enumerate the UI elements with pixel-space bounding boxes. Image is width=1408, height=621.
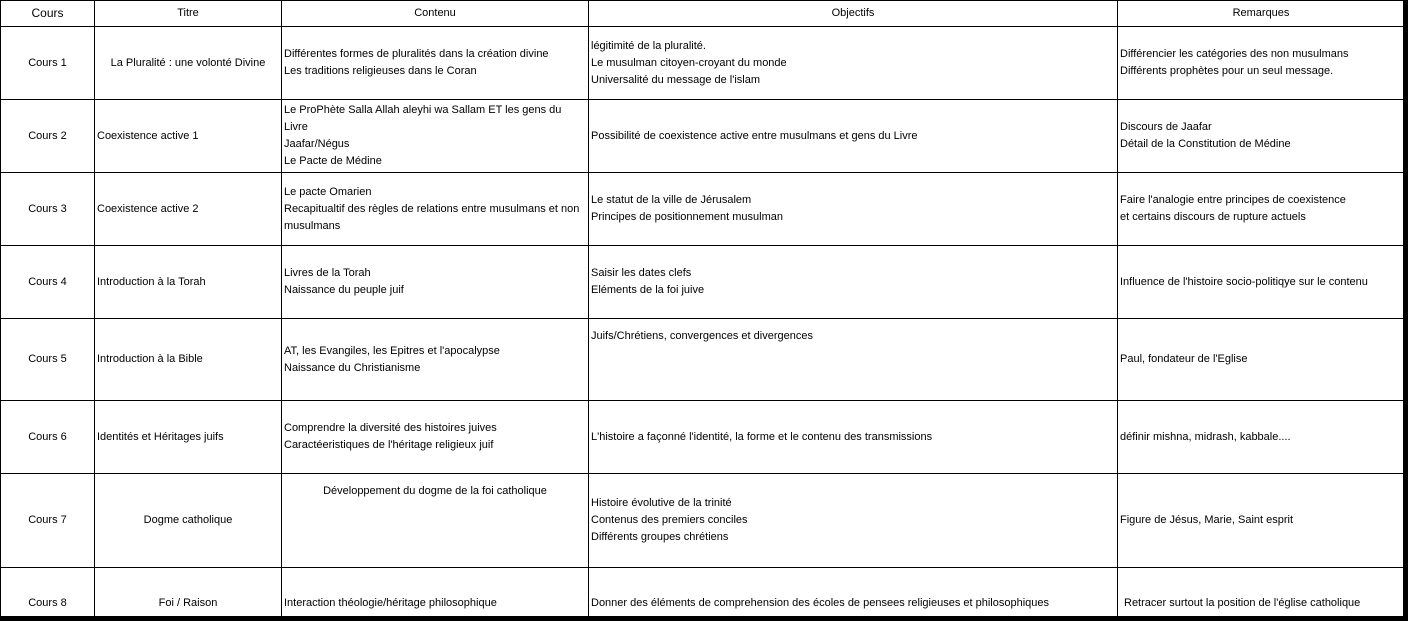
cell-line: AT, les Evangiles, les Epitres et l'apocalypse: [284, 344, 500, 357]
cell-line: Caractéeristiques de l'héritage religieux juif: [284, 439, 494, 451]
cell-objectifs[interactable]: [589, 568, 1118, 617]
cell-line: Discours de Jaafar: [1120, 121, 1212, 133]
cell-line: Naissance du Christianisme: [284, 361, 421, 374]
cell-line: Différents groupes chrétiens: [591, 531, 729, 543]
cell-line: Retracer surtout la position de l'église catholique: [1124, 596, 1361, 609]
cell-line: Les traditions religieuses dans le Coran: [284, 65, 477, 77]
cell-cours[interactable]: Cours 4: [1, 246, 95, 319]
cell-cours[interactable]: Cours 8: [1, 568, 95, 617]
cell-contenu[interactable]: [282, 27, 589, 100]
cell-titre[interactable]: Foi / Raison: [95, 568, 282, 617]
cell-cours[interactable]: Cours 1: [1, 27, 95, 100]
cell-remarques[interactable]: [1118, 568, 1404, 617]
cell-line: Figure de Jésus, Marie, Saint esprit: [1120, 514, 1294, 526]
cell-line: Influence de l'histoire socio-politiqye sur le contenu: [1120, 275, 1368, 288]
cell-titre[interactable]: Identités et Héritages juifs: [95, 401, 282, 474]
cell-line: Le statut de la ville de Jérusalem: [591, 194, 752, 206]
cell-contenu[interactable]: [282, 568, 589, 617]
cell-line: Différents prophètes pour un seul message.: [1120, 65, 1334, 77]
cell-objectifs[interactable]: [589, 246, 1118, 319]
cell-line: Comprendre la diversité des histoires juives: [284, 422, 497, 434]
cell-remarques[interactable]: [1118, 27, 1404, 100]
cell-line: Différentes formes de pluralités dans la création divine: [284, 48, 549, 60]
header-cell-titre[interactable]: Titre: [95, 1, 282, 27]
cell-contenu[interactable]: [282, 474, 589, 568]
cell-line: Interaction théologie/héritage philosophique: [284, 596, 497, 609]
cell-cours[interactable]: Cours 5: [1, 319, 95, 401]
cell-cours[interactable]: Cours 7: [1, 474, 95, 568]
cell-remarques[interactable]: [1118, 319, 1404, 401]
cell-objectifs[interactable]: [589, 319, 1118, 401]
cell-line: Le ProPhète Salla Allah aleyhi wa Sallam ET les gens du Livre: [284, 104, 562, 133]
cell-remarques[interactable]: [1118, 474, 1404, 568]
cell-contenu[interactable]: [282, 173, 589, 246]
table-row: [1, 319, 1404, 401]
cell-titre[interactable]: Dogme catholique: [95, 474, 282, 568]
header-cell-contenu[interactable]: Contenu: [282, 1, 589, 27]
cell-line: Livres de la Torah: [284, 267, 371, 279]
header-cell-cours[interactable]: Cours: [1, 1, 95, 27]
cell-objectifs[interactable]: [589, 401, 1118, 474]
cell-remarques[interactable]: [1118, 100, 1404, 173]
cell-objectifs[interactable]: [589, 173, 1118, 246]
cell-line: Faire l'analogie entre principes de coexistence: [1120, 194, 1346, 206]
cell-line: Eléments de la foi juive: [591, 284, 705, 296]
cell-cours[interactable]: Cours 6: [1, 401, 95, 474]
cell-line: Le pacte Omarien: [284, 185, 372, 198]
cell-line: Principes de positionnement musulman: [591, 211, 783, 223]
cell-titre[interactable]: Introduction à la Bible: [95, 319, 282, 401]
cell-line: L'histoire a façonné l'identité, la forme et le contenu des transmissions: [591, 430, 933, 443]
cell-line: Différencier les catégories des non musulmans: [1120, 48, 1349, 60]
cell-line: Détail de la Constitution de Médine: [1120, 138, 1291, 150]
cell-line: Donner des éléments de comprehension des écoles de pensees religieuses et philosophiques: [591, 596, 1050, 609]
cell-line: Contenus des premiers conciles: [591, 514, 748, 526]
table-row: [1, 173, 1404, 246]
cell-contenu[interactable]: [282, 246, 589, 319]
cell-titre[interactable]: Introduction à la Torah: [95, 246, 282, 319]
cell-titre[interactable]: La Pluralité : une volonté Divine: [95, 27, 282, 100]
table-row: [1, 100, 1404, 173]
cell-objectifs[interactable]: [589, 27, 1118, 100]
cell-line: Juifs/Chrétiens, convergences et divergences: [591, 330, 813, 342]
header-row: [1, 1, 1404, 27]
cell-contenu[interactable]: [282, 401, 589, 474]
cell-line: Naissance du peuple juif: [284, 284, 404, 296]
cell-line: Le musulman citoyen-croyant du monde: [591, 56, 787, 69]
cell-line: et certains discours de rupture actuels: [1120, 211, 1306, 223]
cell-titre[interactable]: Coexistence active 2: [95, 173, 282, 246]
header-cell-remarques[interactable]: Remarques: [1118, 1, 1404, 27]
cell-line: légitimité de la pluralité.: [591, 39, 706, 52]
table-row: [1, 401, 1404, 474]
table-row: [1, 246, 1404, 319]
cell-line: Jaafar/Négus: [284, 138, 350, 150]
cell-objectifs[interactable]: [589, 100, 1118, 173]
cell-remarques[interactable]: [1118, 173, 1404, 246]
cell-remarques[interactable]: [1118, 401, 1404, 474]
cell-line: définir mishna, midrash, kabbale....: [1120, 430, 1291, 443]
table-row: [1, 568, 1404, 617]
cell-line: Le Pacte de Médine: [284, 155, 382, 167]
table-row: [1, 474, 1404, 568]
cell-cours[interactable]: Cours 2: [1, 100, 95, 173]
cell-line: Recapitualtif des règles de relations entre musulmans et non musulmans: [284, 202, 580, 232]
cell-line: Paul, fondateur de l'Eglise: [1120, 353, 1248, 365]
cell-remarques[interactable]: [1118, 246, 1404, 319]
cell-titre[interactable]: Coexistence active 1: [95, 100, 282, 173]
cell-line: Universalité du message de l'islam: [591, 73, 761, 86]
cell-contenu[interactable]: [282, 100, 589, 173]
cell-line: Possibilité de coexistence active entre musulmans et gens du Livre: [591, 129, 918, 142]
cell-line: Histoire évolutive de la trinité: [591, 497, 732, 509]
header-cell-objectifs[interactable]: Objectifs: [589, 1, 1118, 27]
cell-line: Saisir les dates clefs: [591, 267, 692, 279]
cell-contenu[interactable]: [282, 319, 589, 401]
cell-cours[interactable]: Cours 3: [1, 173, 95, 246]
cell-line: Développement du dogme de la foi catholique: [323, 485, 547, 497]
table-row: [1, 27, 1404, 100]
cell-objectifs[interactable]: [589, 474, 1118, 568]
